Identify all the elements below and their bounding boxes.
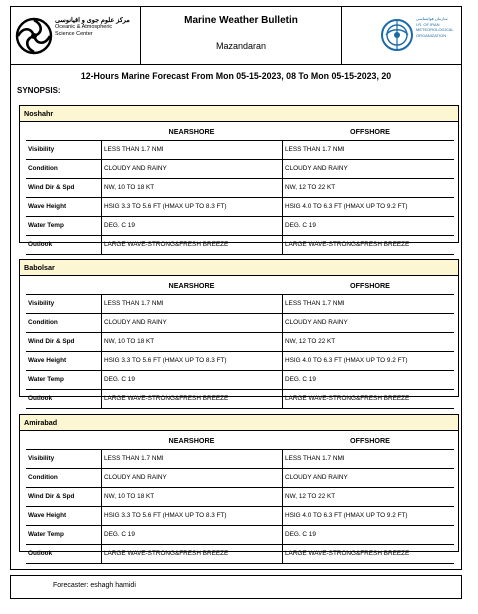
ocean-center-logo-text [55, 17, 140, 38]
offshore-value: LESS THAN 1.7 NMI [282, 450, 454, 468]
offshore-value: LESS THAN 1.7 NMI [282, 295, 454, 313]
row-label: Wave Height [28, 357, 67, 364]
nearshore-value: CLOUDY AND RAINY [101, 469, 282, 487]
nearshore-column-header: NEARSHORE [168, 436, 215, 445]
nearshore-column-header: NEARSHORE [168, 281, 215, 290]
meteo-org-logo-text [416, 16, 460, 38]
offshore-value: HSIG 4.0 TO 6.3 FT (HMAX UP TO 9.2 FT) [282, 198, 454, 216]
table-row [26, 295, 454, 314]
forecast-period-title: 12-Hours Marine Forecast From Mon 05-15-2023, 08 To Mon 05-15-2023, 20 [80, 71, 392, 81]
table-row [26, 450, 454, 469]
table-row [26, 160, 454, 179]
row-label: Wave Height [28, 203, 67, 210]
table-row [26, 198, 454, 217]
nearshore-value: DEG. C 19 [101, 371, 282, 389]
offshore-value: LARGE WAVE-STRONG&FRESH BREEZE [282, 236, 454, 254]
table-row [26, 141, 454, 160]
offshore-value: DEG. C 19 [282, 371, 454, 389]
station-body [20, 122, 458, 248]
bulletin-footer [10, 575, 462, 599]
row-label: Condition [28, 474, 58, 481]
nearshore-value: HSIG 3.3 TO 5.6 FT (HMAX UP TO 8.3 FT) [101, 507, 282, 525]
bulletin-region: Mazandaran [215, 41, 267, 51]
table-row [26, 314, 454, 333]
nearshore-column-header: NEARSHORE [168, 127, 215, 136]
row-label: Visibility [28, 146, 55, 153]
table-row [26, 526, 454, 545]
row-label: Wave Height [28, 512, 67, 519]
bulletin-header [10, 6, 462, 65]
table-row [26, 352, 454, 371]
meteo-org-name-line1: I.R. OF IRAN [416, 21, 440, 27]
nearshore-value: CLOUDY AND RAINY [101, 160, 282, 178]
ocean-center-name-fa: مرکز علوم جوی و اقیانوسی [55, 17, 130, 24]
offshore-value: NW, 12 TO 22 KT [282, 179, 454, 197]
nearshore-value: NW, 10 TO 18 KT [101, 333, 282, 351]
header-title-block [141, 7, 341, 64]
offshore-value: CLOUDY AND RAINY [282, 314, 454, 332]
meteo-org-name-fa: سازمان هواشناسی [416, 16, 448, 21]
nearshore-value: LARGE WAVE-STRONG&FRESH BREEZE [101, 236, 282, 254]
meteorological-org-logo-icon [380, 12, 414, 58]
table-row [26, 333, 454, 352]
station-body [20, 431, 458, 557]
offshore-value: CLOUDY AND RAINY [282, 469, 454, 487]
offshore-column-header: OFFSHORE [350, 281, 390, 290]
synopsis-label: SYNOPSIS: [17, 86, 61, 95]
offshore-column-header: OFFSHORE [350, 127, 390, 136]
station-body [20, 276, 458, 402]
offshore-value: HSIG 4.0 TO 6.3 FT (HMAX UP TO 9.2 FT) [282, 352, 454, 370]
table-row [26, 390, 454, 409]
ocean-center-name-line1: Oceanic & Atmospheric [55, 24, 113, 30]
table-row [26, 236, 454, 255]
row-label: Visibility [28, 455, 55, 462]
nearshore-value: CLOUDY AND RAINY [101, 314, 282, 332]
row-label: Water Temp [28, 222, 64, 229]
bulletin-title: Marine Weather Bulletin [184, 15, 298, 26]
ocean-center-name-line2: Science Center [55, 31, 93, 37]
nearshore-value: LARGE WAVE-STRONG&FRESH BREEZE [101, 390, 282, 408]
offshore-value: CLOUDY AND RAINY [282, 160, 454, 178]
row-label: Outlook [28, 395, 53, 402]
offshore-value: NW, 12 TO 22 KT [282, 333, 454, 351]
table-row [26, 217, 454, 236]
meteo-org-logo-block [341, 7, 461, 64]
station-table [19, 105, 459, 248]
station-name: Babolsar [20, 260, 458, 276]
offshore-column-header: OFFSHORE [350, 436, 390, 445]
nearshore-value: HSIG 3.3 TO 5.6 FT (HMAX UP TO 8.3 FT) [101, 352, 282, 370]
nearshore-value: DEG. C 19 [101, 217, 282, 235]
table-row [26, 469, 454, 488]
offshore-value: DEG. C 19 [282, 217, 454, 235]
offshore-value: NW, 12 TO 22 KT [282, 488, 454, 506]
station-name: Noshahr [20, 106, 458, 122]
row-label: Outlook [28, 241, 53, 248]
wave-swirl-logo-icon [15, 17, 53, 55]
nearshore-value: HSIG 3.3 TO 5.6 FT (HMAX UP TO 8.3 FT) [101, 198, 282, 216]
nearshore-value: LESS THAN 1.7 NMI [101, 141, 282, 159]
row-label: Water Temp [28, 531, 64, 538]
row-label: Wind Dir & Spd [28, 338, 75, 345]
row-label: Wind Dir & Spd [28, 184, 75, 191]
table-row [26, 545, 454, 564]
offshore-value: LARGE WAVE-STRONG&FRESH BREEZE [282, 390, 454, 408]
row-label: Water Temp [28, 376, 64, 383]
table-row [26, 371, 454, 390]
nearshore-value: LESS THAN 1.7 NMI [101, 450, 282, 468]
table-row [26, 488, 454, 507]
row-label: Condition [28, 165, 58, 172]
nearshore-value: NW, 10 TO 18 KT [101, 488, 282, 506]
nearshore-value: LARGE WAVE-STRONG&FRESH BREEZE [101, 545, 282, 563]
offshore-value: DEG. C 19 [282, 526, 454, 544]
table-row [26, 507, 454, 526]
nearshore-value: NW, 10 TO 18 KT [101, 179, 282, 197]
station-table [19, 414, 459, 557]
row-label: Condition [28, 319, 58, 326]
meteo-org-name-line3: ORGANIZATION [416, 32, 447, 38]
forecaster-name: Forecaster: eshagh hamidi [53, 582, 136, 589]
forecast-grid [26, 294, 454, 409]
ocean-center-logo-block [11, 7, 141, 64]
forecast-grid [26, 449, 454, 564]
offshore-value: HSIG 4.0 TO 6.3 FT (HMAX UP TO 9.2 FT) [282, 507, 454, 525]
station-name: Amirabad [20, 415, 458, 431]
offshore-value: LESS THAN 1.7 NMI [282, 141, 454, 159]
meteo-org-name-line2: METEOROLOGICAL [416, 27, 454, 32]
offshore-value: LARGE WAVE-STRONG&FRESH BREEZE [282, 545, 454, 563]
station-table [19, 259, 459, 402]
nearshore-value: DEG. C 19 [101, 526, 282, 544]
forecast-panel [10, 65, 462, 570]
nearshore-value: LESS THAN 1.7 NMI [101, 295, 282, 313]
row-label: Outlook [28, 550, 53, 557]
forecast-grid [26, 140, 454, 255]
row-label: Wind Dir & Spd [28, 493, 75, 500]
table-row [26, 179, 454, 198]
row-label: Visibility [28, 300, 55, 307]
